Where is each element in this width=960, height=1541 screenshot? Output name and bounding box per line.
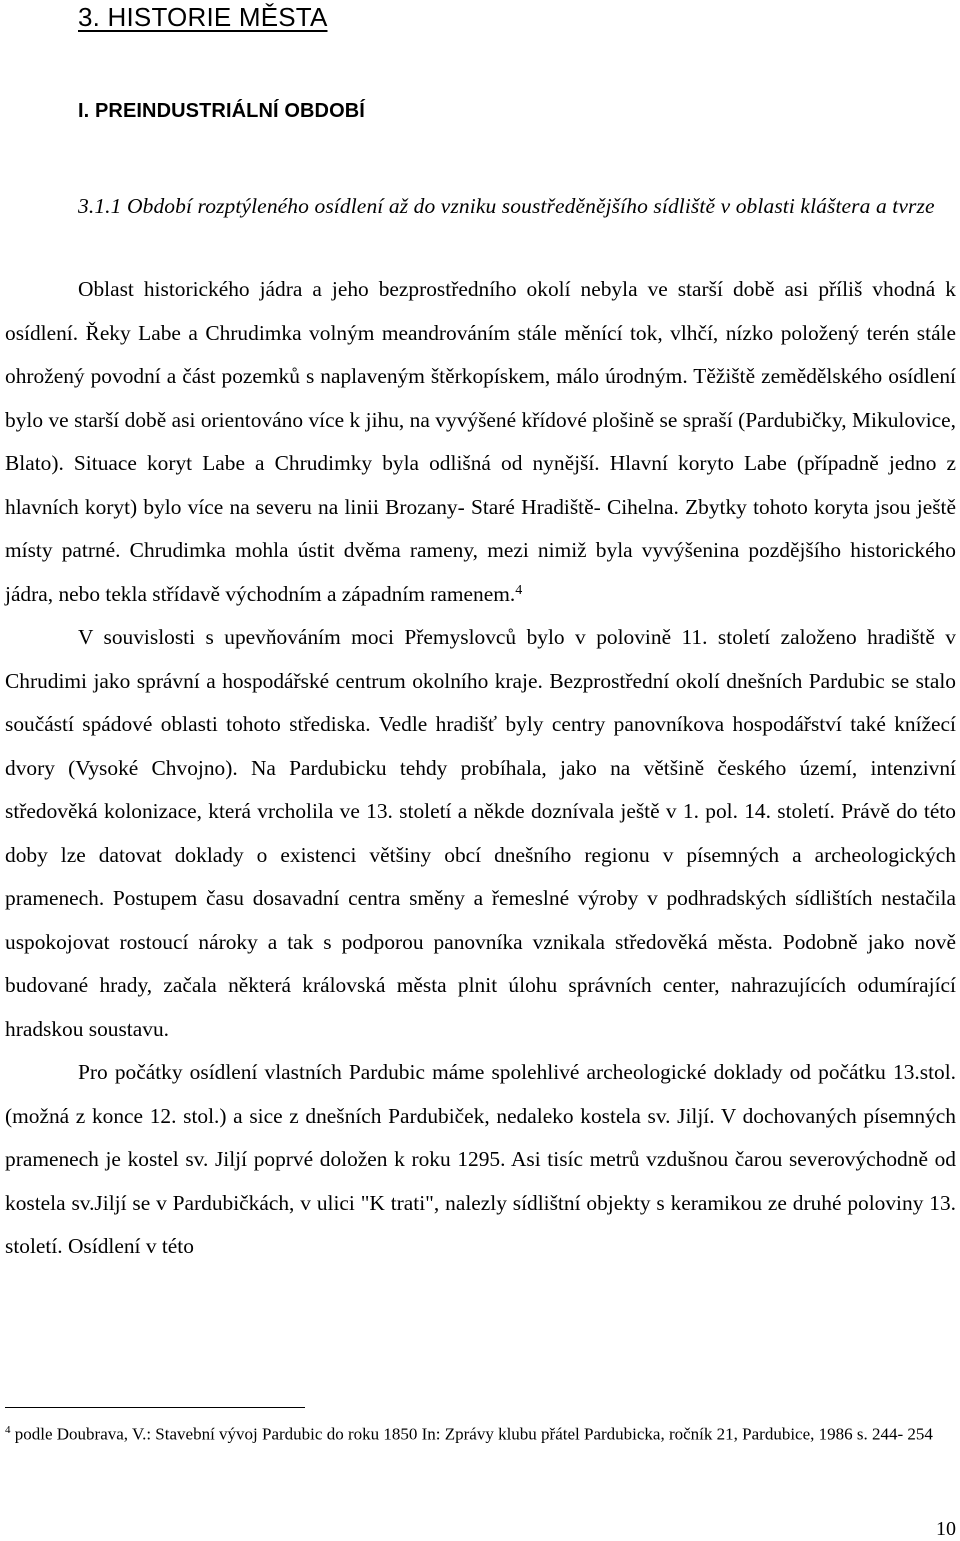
footnote-divider	[5, 1407, 305, 1408]
footnote-text: podle Doubrava, V.: Stavební vývoj Pardubic do roku 1850 In: Zprávy klubu přátel Pardubicka, ročník 21, Pardubice, 1986 s. 244- 254	[10, 1424, 933, 1444]
paragraph-2: V souvislosti s upevňováním moci Přemyslovců bylo v polovině 11. století založeno hradiště v Chrudimi jako správní a hospodářské centrum okolního kraje. Bezprostřední okolí dnešních Pardubic se stalo součástí spádové oblasti tohoto střediska. Vedle hradišť byly centry panovníkova hospodářství také knížecí dvory (Vysoké Chvojno). Na Pardubicku tehdy probíhala, jako na většině českého území, intenzivní středověká kolonizace, která vrcholila ve 13. století a někde doznívala ještě v 1. pol. 14. století. Právě do této doby lze datovat doklady o existenci většiny obcí dnešního regionu v písemných a archeologických pramenech. Postupem času dosavadní centra směny a řemeslné výroby v podhradských sídlištích nestačila uspokojovat rostoucí nároky a tak s podporou panovníka vznikala středověká města. Podobně jako nově budované hrady, začala některá královská města plnit úlohu správních center, nahrazujících odumírající hradskou soustavu.	[5, 625, 956, 1041]
footnote-marker: 4	[5, 1424, 11, 1436]
paragraph-1	[5, 268, 956, 616]
paragraph-1-text: Oblast historického jádra a jeho bezprostředního okolí nebyla ve starší době asi příliš vhodná k osídlení. Řeky Labe a Chrudimka volným meandrováním stále měnící tok, vlhčí, nízko položený terén stále ohrožený povodní a část pozemků s naplaveným štěrkopískem, málo úrodným. Těžiště zemědělského osídlení bylo ve starší době asi orientováno více k jihu, na vyvýšené křídové plošině se spraší (Pardubičky, Mikulovice, Blato). Situace koryt Labe a Chrudimky byla odlišná od nynější. Hlavní koryto Labe (případně jedno z hlavních koryt) bylo více na severu na linii Brozany- Staré Hradiště- Cihelna. Zbytky tohoto koryta jsou ještě místy patrné. Chrudimka mohla ústit dvěma rameny, mezi nimiž byla vyvýšenina pozdějšího historického jádra, nebo tekla střídavě východním a západním ramenem.	[5, 277, 956, 606]
section-heading: 3.1.1 Období rozptýleného osídlení až do vzniku soustředěnějšího sídliště v oblasti kláštera a tvrze	[78, 194, 935, 218]
chapter-heading: 3. HISTORIE MĚSTA	[78, 2, 328, 32]
part-heading: I. PREINDUSTRIÁLNÍ OBDOBÍ	[78, 100, 365, 122]
footnote-reference: 4	[515, 582, 523, 598]
page-number: 10	[936, 1518, 956, 1540]
body-text	[5, 268, 956, 1269]
paragraph-3: Pro počátky osídlení vlastních Pardubic máme spolehlivé archeologické doklady od počátku 13.stol. (možná z konce 12. stol.) a sice z dnešních Pardubiček, nedaleko kostela sv. Jiljí. V dochovaných písemných pramenech je kostel sv. Jiljí poprvé doložen k roku 1295. Asi tisíc metrů vzdušnou čarou severovýchodně od kostela sv.Jiljí se v Pardubičkách, v ulici "K trati", nalezly sídlištní objekty s keramikou ze druhé poloviny 13. století. Osídlení v této	[5, 1060, 956, 1258]
footnote	[5, 1418, 945, 1447]
